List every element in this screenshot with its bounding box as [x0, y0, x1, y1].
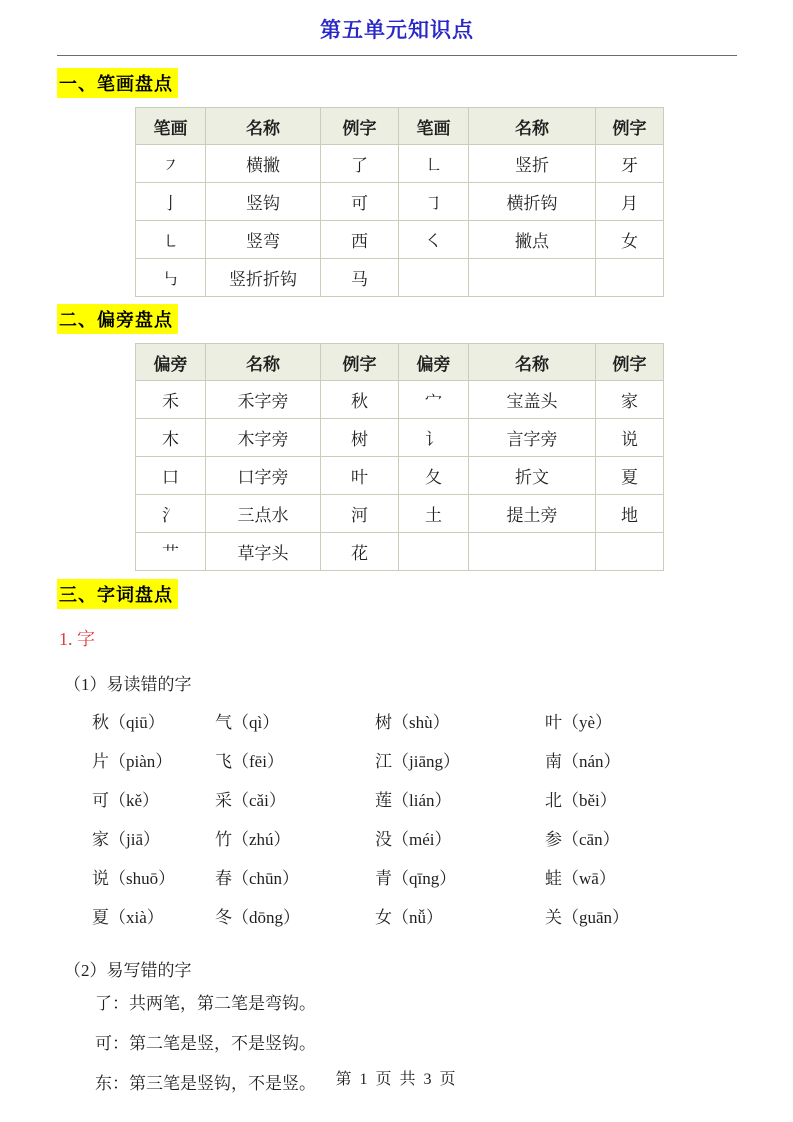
example-char: 西 [321, 221, 399, 259]
char-pinyin: 蛙（wā） [545, 869, 616, 888]
column-header: 例字 [321, 108, 399, 145]
example-char: 河 [321, 495, 399, 533]
misread-characters-grid [92, 703, 737, 937]
stroke-table [135, 107, 664, 297]
example-char: 说 [596, 419, 664, 457]
table-row [136, 145, 664, 183]
note-line: 了：共两笔，第二笔是弯钩。 [95, 994, 316, 1013]
section-heading-strokes: 一、笔画盘点 [57, 68, 178, 98]
char-pinyin: 关（guān） [545, 908, 630, 927]
example-char: 地 [596, 495, 664, 533]
stroke-glyph: ㇆ [399, 183, 469, 221]
example-char: 月 [596, 183, 664, 221]
note-line: 东：第三笔是竖钩，不是竖。 [95, 1074, 316, 1093]
example-char: 牙 [596, 145, 664, 183]
radical-glyph: 讠 [399, 419, 469, 457]
char-pinyin: 采（cǎi） [215, 791, 286, 810]
note-line: 可：第二笔是竖，不是竖钩。 [95, 1034, 316, 1053]
table-row [136, 495, 664, 533]
stroke-glyph: ㇛ [399, 221, 469, 259]
radical-glyph: 艹 [136, 533, 206, 571]
empty-cell [596, 533, 664, 571]
example-char: 女 [596, 221, 664, 259]
table-row [136, 533, 664, 571]
radical-glyph: 宀 [399, 381, 469, 419]
stroke-name: 撇点 [469, 221, 596, 259]
page-title: 第五单元知识点 [320, 18, 474, 42]
table-row [136, 457, 664, 495]
table-row [136, 381, 664, 419]
char-pinyin: 北（běi） [545, 791, 617, 810]
example-char: 花 [321, 533, 399, 571]
radical-glyph: 口 [136, 457, 206, 495]
char-pinyin: 冬（dōng） [215, 908, 300, 927]
stroke-glyph: ㇗ [399, 145, 469, 183]
radical-name: 折文 [469, 457, 596, 495]
list-label-miswritten: （2）易写错的字 [64, 961, 192, 980]
char-pinyin: 没（méi） [375, 830, 452, 849]
table-header-row [136, 344, 664, 381]
stroke-name: 竖钩 [206, 183, 321, 221]
stroke-name: 竖折 [469, 145, 596, 183]
table-row [136, 259, 664, 297]
char-pinyin: 片（piàn） [92, 752, 173, 771]
char-pinyin: 江（jiāng） [375, 752, 460, 771]
list-label-misread: （1）易读错的字 [64, 675, 192, 694]
stroke-name: 竖弯 [206, 221, 321, 259]
example-char: 秋 [321, 381, 399, 419]
char-pinyin: 气（qì） [215, 713, 280, 732]
char-pinyin: 青（qīng） [375, 869, 457, 888]
empty-cell [399, 259, 469, 297]
stroke-name: 横撇 [206, 145, 321, 183]
radical-name: 禾字旁 [206, 381, 321, 419]
radical-name: 提土旁 [469, 495, 596, 533]
table-header-row [136, 108, 664, 145]
column-header: 例字 [321, 344, 399, 381]
stroke-glyph: 亅 [136, 183, 206, 221]
radical-glyph: 土 [399, 495, 469, 533]
stroke-glyph: ㇇ [136, 145, 206, 183]
char-pinyin: 南（nán） [545, 752, 621, 771]
subsection-characters: 1. 字 [59, 629, 95, 649]
example-char: 可 [321, 183, 399, 221]
example-char: 叶 [321, 457, 399, 495]
radical-glyph: 禾 [136, 381, 206, 419]
example-char: 夏 [596, 457, 664, 495]
radical-name: 木字旁 [206, 419, 321, 457]
column-header: 例字 [596, 108, 664, 145]
char-pinyin: 竹（zhú） [215, 830, 291, 849]
char-pinyin: 参（cān） [545, 830, 620, 849]
radical-name: 宝盖头 [469, 381, 596, 419]
radical-name: 草字头 [206, 533, 321, 571]
example-char: 马 [321, 259, 399, 297]
column-header: 名称 [206, 344, 321, 381]
char-pinyin: 树（shù） [375, 713, 450, 732]
column-header: 偏旁 [399, 344, 469, 381]
radical-table [135, 343, 664, 571]
table-row [136, 183, 664, 221]
radical-glyph: 氵 [136, 495, 206, 533]
char-pinyin: 夏（xià） [92, 908, 164, 927]
stroke-name: 竖折折钩 [206, 259, 321, 297]
column-header: 名称 [206, 108, 321, 145]
title-divider [57, 55, 737, 56]
radical-name: 三点水 [206, 495, 321, 533]
column-header: 例字 [596, 344, 664, 381]
empty-cell [596, 259, 664, 297]
char-pinyin: 莲（lián） [375, 791, 452, 810]
char-pinyin: 可（kě） [92, 791, 160, 810]
page-number: 第 1 页 共 3 页 [335, 1071, 458, 1088]
column-header: 笔画 [399, 108, 469, 145]
stroke-name: 横折钩 [469, 183, 596, 221]
example-char: 家 [596, 381, 664, 419]
column-header: 偏旁 [136, 344, 206, 381]
empty-cell [399, 533, 469, 571]
radical-name: 言字旁 [469, 419, 596, 457]
radical-name: 口字旁 [206, 457, 321, 495]
char-pinyin: 叶（yè） [545, 713, 613, 732]
radical-glyph: 木 [136, 419, 206, 457]
char-pinyin: 家（jiā） [92, 830, 160, 849]
stroke-glyph: ㇉ [136, 259, 206, 297]
stroke-glyph: ㇄ [136, 221, 206, 259]
example-char: 树 [321, 419, 399, 457]
table-row [136, 221, 664, 259]
radical-glyph: 夂 [399, 457, 469, 495]
char-pinyin: 飞（fēi） [215, 752, 284, 771]
char-pinyin: 秋（qiū） [92, 713, 165, 732]
char-pinyin: 春（chūn） [215, 869, 300, 888]
char-pinyin: 女（nǚ） [375, 908, 443, 927]
empty-cell [469, 533, 596, 571]
section-heading-words: 三、字词盘点 [57, 579, 178, 609]
empty-cell [469, 259, 596, 297]
table-row [136, 419, 664, 457]
column-header: 笔画 [136, 108, 206, 145]
example-char: 了 [321, 145, 399, 183]
column-header: 名称 [469, 344, 596, 381]
char-pinyin: 说（shuō） [92, 869, 176, 888]
column-header: 名称 [469, 108, 596, 145]
section-heading-radicals: 二、偏旁盘点 [57, 304, 178, 334]
